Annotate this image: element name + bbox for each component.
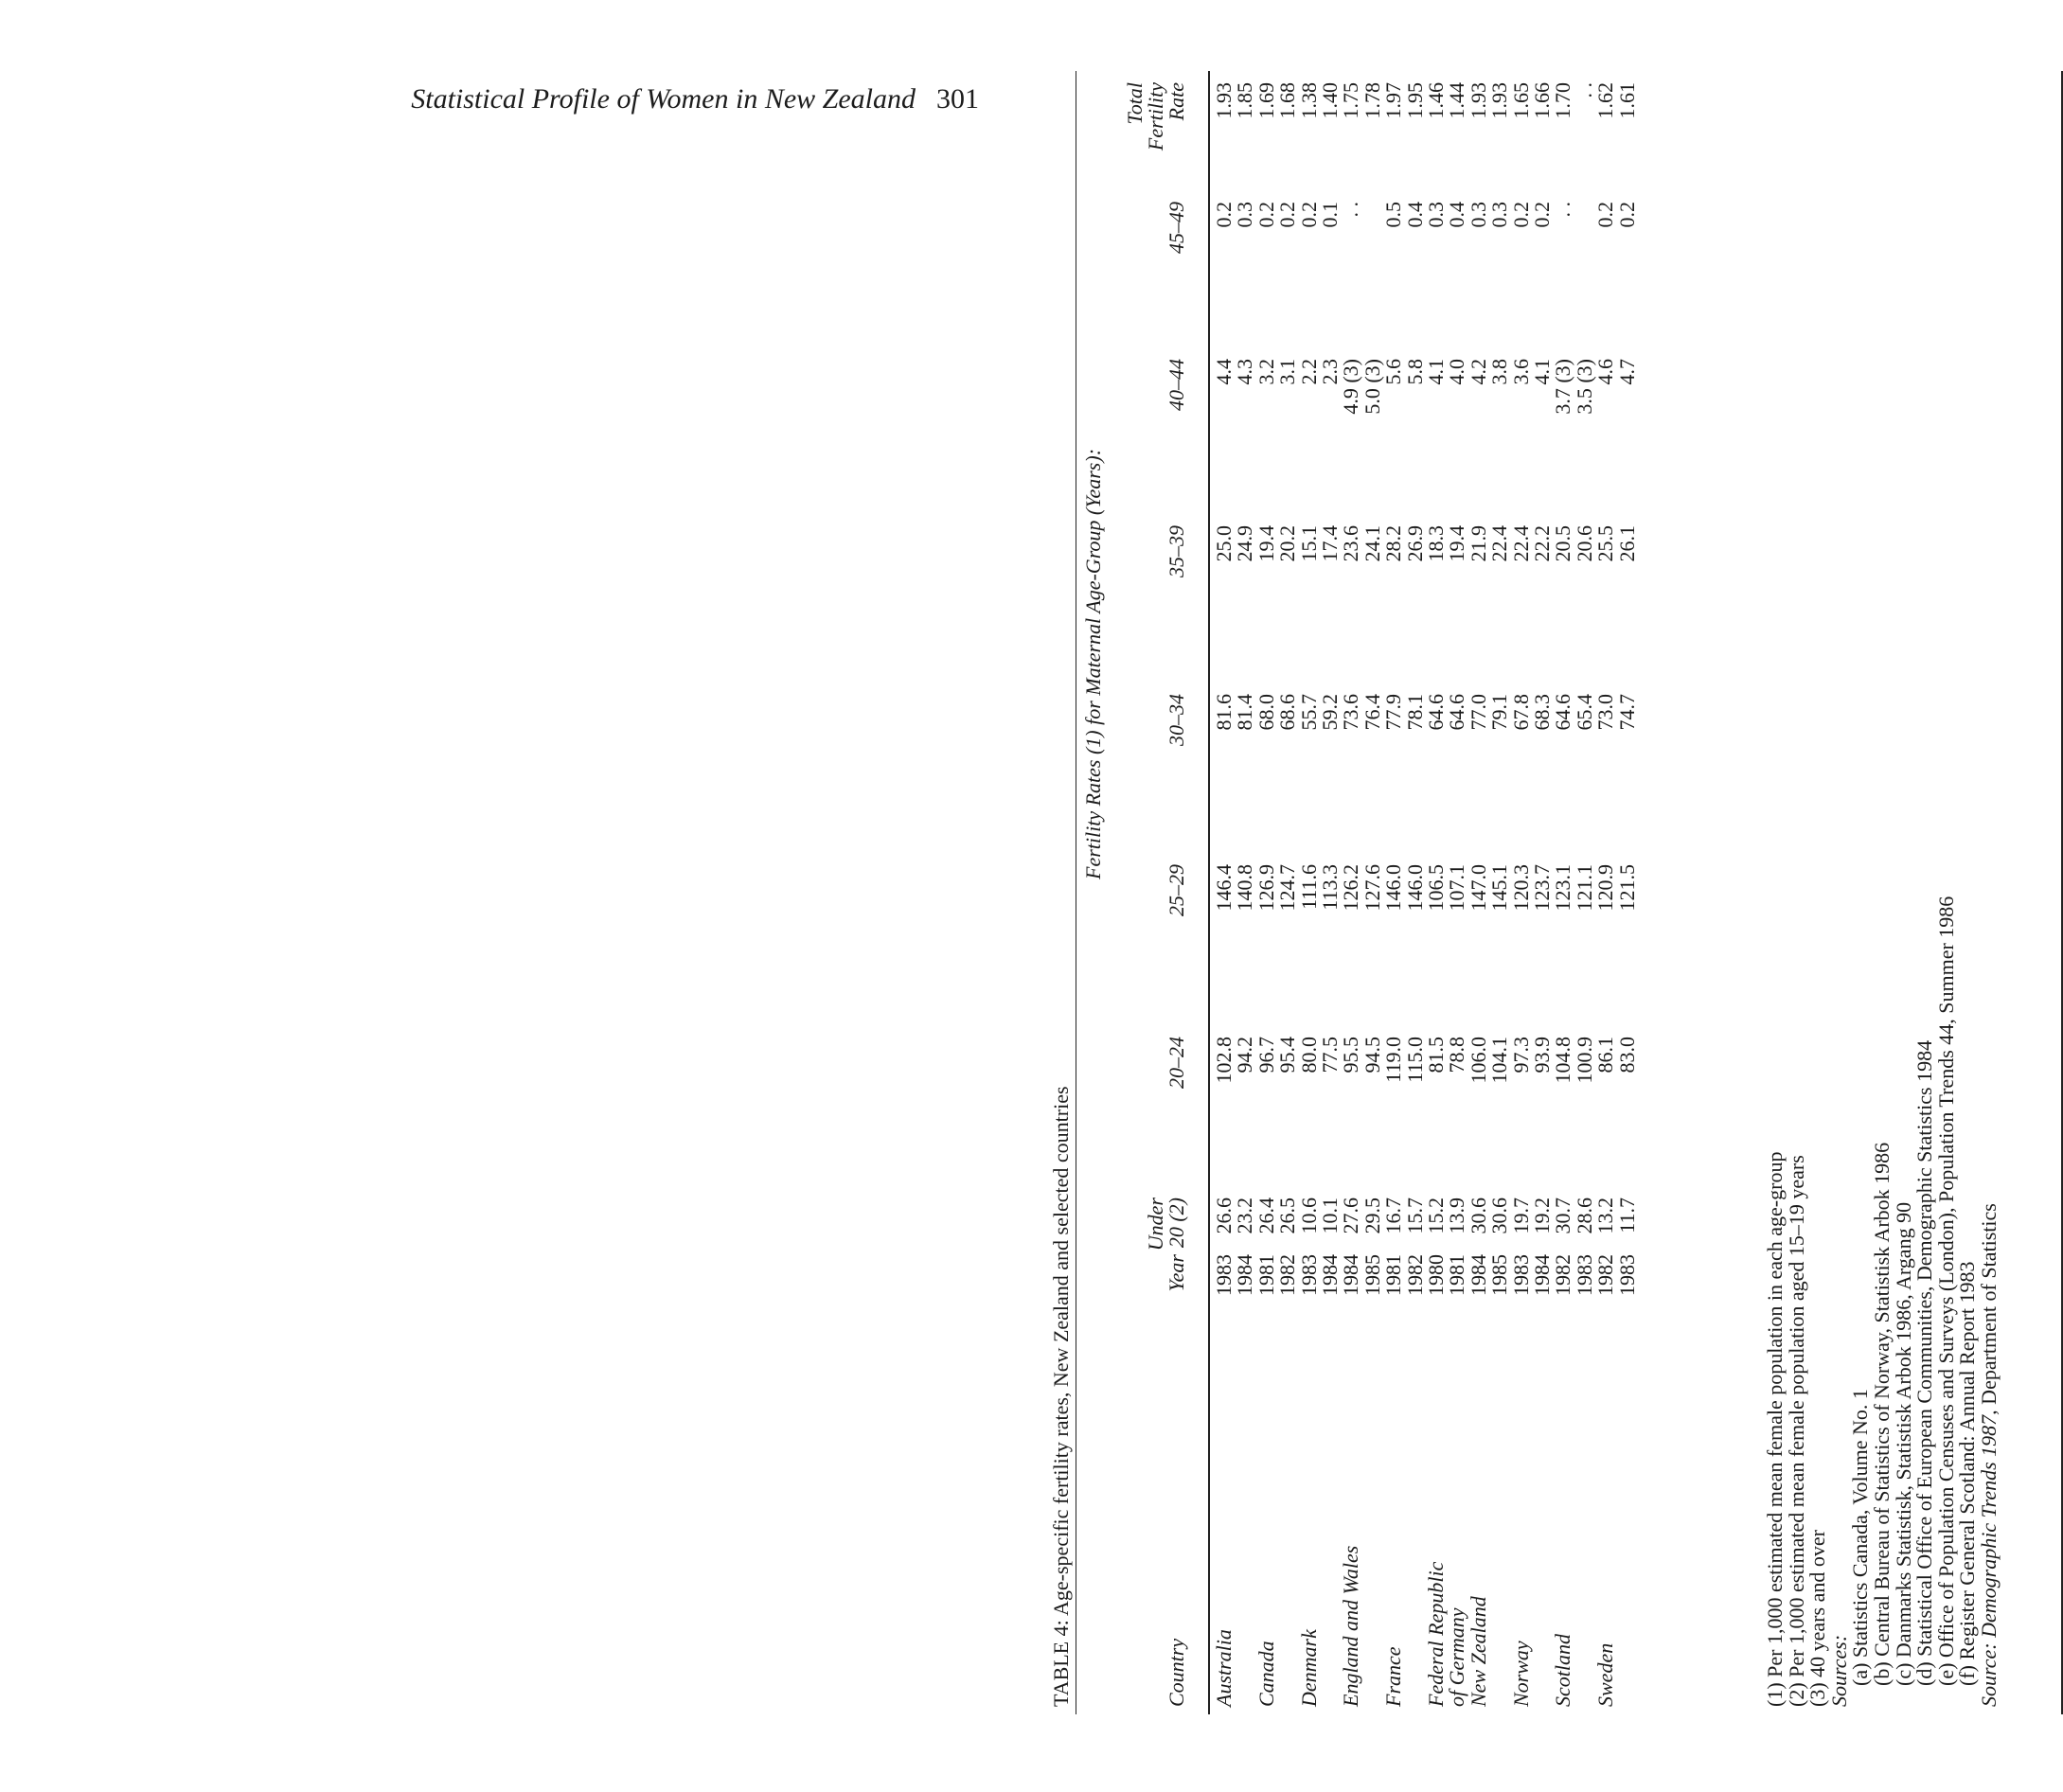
cell-a45: 0.3 xyxy=(1487,202,1512,228)
col-30-34: 30–34 xyxy=(1165,694,1188,746)
cell-year: 1984 xyxy=(1466,1254,1490,1296)
col-tfr-l2: Fertility xyxy=(1144,82,1167,151)
cell-a25: 107.1 xyxy=(1445,864,1469,912)
cell-tfr: 1.69 xyxy=(1254,82,1278,119)
cell-a40: 5.0 (3) xyxy=(1360,359,1384,415)
cell-a40: 3.7 (3) xyxy=(1551,359,1575,415)
source-department: Department of Statistics xyxy=(1976,1203,2001,1405)
cell-a40: 4.2 xyxy=(1466,359,1490,385)
col-tfr-l1: Total xyxy=(1123,82,1147,125)
cell-a40: 3.6 xyxy=(1508,359,1533,385)
cell-a20: 106.0 xyxy=(1466,1037,1490,1084)
cell-year: 1982 xyxy=(1275,1254,1300,1296)
cell-a45: 0.3 xyxy=(1424,202,1448,228)
cell-a45: 0.2 xyxy=(1254,202,1278,228)
cell-year: 1985 xyxy=(1487,1254,1512,1296)
cell-a20: 119.0 xyxy=(1381,1037,1406,1083)
cell-a30: 76.4 xyxy=(1360,694,1384,731)
page-number: 301 xyxy=(936,83,979,115)
cell-a35: 24.9 xyxy=(1233,525,1257,562)
cell-a35: 18.3 xyxy=(1424,525,1448,562)
cell-a30: 79.1 xyxy=(1487,694,1512,731)
col-under20-l2: 20 (2) xyxy=(1165,1198,1188,1249)
cell-a30: 64.6 xyxy=(1551,694,1575,731)
cell-a20: 104.1 xyxy=(1487,1037,1512,1084)
cell-a40: 5.8 xyxy=(1402,359,1427,385)
cell-a25: 147.0 xyxy=(1466,864,1490,912)
cell-u20: 27.6 xyxy=(1339,1198,1363,1234)
cell-country: Australia xyxy=(1212,1629,1236,1707)
cell-tfr: 1.93 xyxy=(1212,82,1236,119)
cell-a30: 55.7 xyxy=(1296,694,1321,731)
cell-u20: 19.2 xyxy=(1530,1198,1554,1234)
cell-country: Norway xyxy=(1508,1641,1533,1707)
cell-year: 1983 xyxy=(1572,1254,1596,1296)
cell-a30: 59.2 xyxy=(1318,694,1342,731)
cell-a20: 104.8 xyxy=(1551,1037,1575,1084)
col-20-24: 20–24 xyxy=(1165,1037,1188,1089)
cell-a45: 0.3 xyxy=(1466,202,1490,228)
cell-a35: 20.6 xyxy=(1572,525,1596,562)
cell-a30: 64.6 xyxy=(1424,694,1448,731)
cell-a35: 25.0 xyxy=(1212,525,1236,562)
note-2: (2) Per 1,000 estimated mean female population aged 15–19 years xyxy=(1784,1155,1808,1707)
col-tfr-l3: Rate xyxy=(1165,82,1188,121)
cell-a35: 26.9 xyxy=(1402,525,1427,562)
cell-country: Canada xyxy=(1254,1641,1278,1707)
running-title: Statistical Profile of Women in New Zealand xyxy=(411,83,916,115)
cell-a40: 4.1 xyxy=(1530,359,1554,385)
cell-u20: 26.6 xyxy=(1212,1198,1236,1234)
cell-a35: 19.4 xyxy=(1254,525,1278,562)
cell-tfr: 1.66 xyxy=(1530,82,1554,119)
cell-a35: 17.4 xyxy=(1318,525,1342,562)
cell-country: New Zealand xyxy=(1466,1596,1490,1707)
cell-a45: 0.2 xyxy=(1212,202,1236,228)
note-1: (1) Per 1,000 estimated mean female population in each age-group xyxy=(1763,1151,1787,1707)
cell-year: 1981 xyxy=(1445,1254,1469,1296)
cell-a35: 15.1 xyxy=(1296,525,1321,562)
cell-u20: 28.6 xyxy=(1572,1198,1596,1234)
cell-u20: 26.4 xyxy=(1254,1198,1278,1234)
cell-a25: 113.3 xyxy=(1318,864,1342,911)
cell-a20: 100.9 xyxy=(1572,1037,1596,1084)
cell-tfr: 1.68 xyxy=(1275,82,1300,119)
cell-a20: 97.3 xyxy=(1508,1037,1533,1073)
cell-u20: 19.7 xyxy=(1508,1198,1533,1234)
cell-a40: 4.6 xyxy=(1593,359,1618,385)
cell-a45: 0.4 xyxy=(1402,202,1427,228)
cell-year: 1985 xyxy=(1360,1254,1384,1296)
cell-a20: 102.8 xyxy=(1212,1037,1236,1084)
cell-a30: 67.8 xyxy=(1508,694,1533,731)
cell-year: 1984 xyxy=(1339,1254,1363,1296)
cell-a25: 111.6 xyxy=(1296,864,1321,910)
source-b: (b) Central Bureau of Statistics of Norway, Statistisk Arbok 1986 xyxy=(1869,1142,1894,1686)
cell-a35: 24.1 xyxy=(1360,525,1384,562)
cell-tfr: 1.38 xyxy=(1296,82,1321,119)
table-notes xyxy=(1765,476,2001,1707)
cell-year: 1983 xyxy=(1508,1254,1533,1296)
cell-a25: 121.5 xyxy=(1614,864,1639,912)
source-label: Source: xyxy=(1976,1642,2001,1707)
cell-a25: 124.7 xyxy=(1275,864,1300,912)
cell-a20: 95.5 xyxy=(1339,1037,1363,1073)
source-line xyxy=(1976,476,2001,1707)
cell-a20: 95.4 xyxy=(1275,1037,1300,1073)
cell-a35: 28.2 xyxy=(1381,525,1406,562)
col-40-44: 40–44 xyxy=(1165,359,1188,411)
cell-a25: 126.2 xyxy=(1339,864,1363,912)
cell-a30: 73.0 xyxy=(1593,694,1618,731)
cell-a45: . . xyxy=(1551,202,1575,218)
cell-a30: 68.0 xyxy=(1254,694,1278,731)
cell-a30: 64.6 xyxy=(1445,694,1469,731)
col-year: Year xyxy=(1165,1254,1188,1292)
group-heading: Fertility Rates (1) for Maternal Age-Group (Years): xyxy=(1081,448,1105,879)
source-e: (e) Office of Population Censuses and Surveys (London), Population Trends 44, Summer 1986 xyxy=(1933,896,1958,1686)
cell-a20: 93.9 xyxy=(1530,1037,1554,1073)
cell-a45: 0.4 xyxy=(1445,202,1469,228)
cell-a30: 65.4 xyxy=(1572,694,1596,731)
cell-a35: 20.2 xyxy=(1275,525,1300,562)
cell-a40: 4.4 xyxy=(1212,359,1236,385)
cell-a45: 0.2 xyxy=(1530,202,1554,228)
cell-a40: 3.5 (3) xyxy=(1572,359,1596,415)
source-f: (f) Register General Scotland: Annual Report 1983 xyxy=(1955,1261,1980,1686)
cell-year: 1983 xyxy=(1212,1254,1236,1296)
cell-a35: 23.6 xyxy=(1339,525,1363,562)
cell-a45: . . xyxy=(1339,202,1363,218)
cell-a25: 120.3 xyxy=(1508,864,1533,912)
cell-a35: 20.5 xyxy=(1551,525,1575,562)
cell-a25: 146.4 xyxy=(1212,864,1236,912)
cell-year: 1981 xyxy=(1254,1254,1278,1296)
cell-u20: 15.7 xyxy=(1402,1198,1427,1234)
cell-a20: 94.5 xyxy=(1360,1037,1384,1073)
source-a: (a) Statistics Canada, Volume No. 1 xyxy=(1848,1389,1873,1686)
cell-a40: 2.3 xyxy=(1318,359,1342,385)
table-caption: TABLE 4: Age-specific fertility rates, New Zealand and selected countries xyxy=(1049,1086,1073,1707)
cell-country: England and Wales xyxy=(1339,1545,1363,1707)
cell-a25: 121.1 xyxy=(1572,864,1596,912)
cell-a45: 0.5 xyxy=(1381,202,1406,228)
sources-label: Sources: xyxy=(1826,1634,1851,1707)
cell-a40: 4.0 xyxy=(1445,359,1469,385)
cell-u20: 10.1 xyxy=(1318,1198,1342,1234)
cell-u20: 13.9 xyxy=(1445,1198,1469,1234)
source-d: (d) Statistical Office of European Communities, Demographic Statistics 1984 xyxy=(1912,1039,1937,1686)
cell-year: 1982 xyxy=(1402,1254,1427,1296)
cell-a40: 3.8 xyxy=(1487,359,1512,385)
cell-year: 1982 xyxy=(1593,1254,1618,1296)
cell-u20: 30.6 xyxy=(1487,1198,1512,1234)
cell-a40: 4.7 xyxy=(1614,359,1639,385)
cell-tfr: 1.61 xyxy=(1614,82,1639,119)
source-publication: Demographic Trends 1987, xyxy=(1976,1410,2001,1638)
cell-a30: 81.4 xyxy=(1233,694,1257,731)
cell-tfr: 1.70 xyxy=(1551,82,1575,119)
cell-a30: 78.1 xyxy=(1402,694,1427,731)
cell-tfr: 1.85 xyxy=(1233,82,1257,119)
cell-a20: 83.0 xyxy=(1614,1037,1639,1073)
cell-a30: 81.6 xyxy=(1212,694,1236,731)
cell-year: 1981 xyxy=(1381,1254,1406,1296)
cell-u20: 29.5 xyxy=(1360,1198,1384,1234)
cell-u20: 10.6 xyxy=(1296,1198,1321,1234)
cell-u20: 30.7 xyxy=(1551,1198,1575,1234)
cell-country: of Germany xyxy=(1445,1607,1469,1707)
cell-year: 1984 xyxy=(1233,1254,1257,1296)
cell-country: Federal Republic xyxy=(1424,1561,1448,1707)
col-under20-l1: Under xyxy=(1144,1198,1167,1251)
cell-a20: 86.1 xyxy=(1593,1037,1618,1073)
cell-a35: 26.1 xyxy=(1614,525,1639,562)
cell-country: France xyxy=(1381,1646,1406,1707)
cell-a35: 21.9 xyxy=(1466,525,1490,562)
cell-year: 1983 xyxy=(1614,1254,1639,1296)
cell-a20: 78.8 xyxy=(1445,1037,1469,1073)
cell-a25: 146.0 xyxy=(1402,864,1427,912)
cell-a30: 68.3 xyxy=(1530,694,1554,731)
cell-a20: 96.7 xyxy=(1254,1037,1278,1073)
cell-tfr: 1.78 xyxy=(1360,82,1384,119)
cell-country: Denmark xyxy=(1296,1629,1321,1707)
cell-tfr: 1.93 xyxy=(1466,82,1490,119)
cell-a25: 127.6 xyxy=(1360,864,1384,912)
col-25-29: 25–29 xyxy=(1165,864,1188,916)
cell-year: 1980 xyxy=(1424,1254,1448,1296)
cell-tfr: 1.93 xyxy=(1487,82,1512,119)
cell-a25: 106.5 xyxy=(1424,864,1448,912)
cell-year: 1984 xyxy=(1530,1254,1554,1296)
cell-a30: 68.6 xyxy=(1275,694,1300,731)
cell-u20: 11.7 xyxy=(1614,1198,1639,1233)
cell-year: 1982 xyxy=(1551,1254,1575,1296)
cell-a25: 140.8 xyxy=(1233,864,1257,912)
rule-header xyxy=(1208,71,1210,1714)
cell-u20: 26.5 xyxy=(1275,1198,1300,1234)
cell-tfr: 1.46 xyxy=(1424,82,1448,119)
cell-u20: 13.2 xyxy=(1593,1198,1618,1234)
cell-a40: 3.2 xyxy=(1254,359,1278,385)
cell-a25: 120.9 xyxy=(1593,864,1618,912)
cell-tfr: 1.40 xyxy=(1318,82,1342,119)
cell-a40: 3.1 xyxy=(1275,359,1300,385)
cell-a25: 123.1 xyxy=(1551,864,1575,912)
col-35-39: 35–39 xyxy=(1165,525,1188,577)
cell-a45: 0.2 xyxy=(1593,202,1618,228)
cell-a45: 0.2 xyxy=(1296,202,1321,228)
cell-a20: 80.0 xyxy=(1296,1037,1321,1073)
cell-country: Sweden xyxy=(1593,1642,1618,1707)
cell-year: 1984 xyxy=(1318,1254,1342,1296)
cell-a35: 22.4 xyxy=(1508,525,1533,562)
cell-tfr: 1.95 xyxy=(1402,82,1427,119)
cell-country: Scotland xyxy=(1551,1634,1575,1707)
cell-a30: 73.6 xyxy=(1339,694,1363,731)
cell-year: 1983 xyxy=(1296,1254,1321,1296)
cell-a40: 5.6 xyxy=(1381,359,1406,385)
running-header xyxy=(0,83,979,115)
cell-a30: 74.7 xyxy=(1614,694,1639,731)
cell-a45: 0.2 xyxy=(1614,202,1639,228)
cell-a45: 0.1 xyxy=(1318,202,1342,228)
cell-tfr: . . xyxy=(1572,82,1596,98)
cell-tfr: 1.97 xyxy=(1381,82,1406,119)
cell-a40: 4.9 (3) xyxy=(1339,359,1363,415)
rotated-table-block xyxy=(1045,71,2039,1714)
cell-a35: 22.4 xyxy=(1487,525,1512,562)
cell-u20: 23.2 xyxy=(1233,1198,1257,1234)
cell-tfr: 1.62 xyxy=(1593,82,1618,119)
cell-a35: 22.2 xyxy=(1530,525,1554,562)
cell-a30: 77.9 xyxy=(1381,694,1406,731)
cell-a25: 146.0 xyxy=(1381,864,1406,912)
cell-a35: 19.4 xyxy=(1445,525,1469,562)
cell-a40: 4.3 xyxy=(1233,359,1257,385)
note-3: (3) 40 years and over xyxy=(1805,1530,1830,1707)
cell-a30: 77.0 xyxy=(1466,694,1490,731)
cell-a45: 0.2 xyxy=(1508,202,1533,228)
cell-a20: 77.5 xyxy=(1318,1037,1342,1073)
cell-a20: 115.0 xyxy=(1402,1037,1427,1083)
cell-a20: 81.5 xyxy=(1424,1037,1448,1073)
cell-u20: 30.6 xyxy=(1466,1198,1490,1234)
col-45-49: 45–49 xyxy=(1165,202,1188,254)
cell-a25: 123.7 xyxy=(1530,864,1554,912)
cell-u20: 16.7 xyxy=(1381,1198,1406,1234)
cell-tfr: 1.65 xyxy=(1508,82,1533,119)
col-country: Country xyxy=(1165,1638,1188,1707)
cell-a25: 126.9 xyxy=(1254,864,1278,912)
cell-tfr: 1.75 xyxy=(1339,82,1363,119)
cell-a40: 2.2 xyxy=(1296,359,1321,385)
cell-a35: 25.5 xyxy=(1593,525,1618,562)
cell-a45: 0.2 xyxy=(1275,202,1300,228)
source-c: (c) Danmarks Statistisk, Statistisk Arbok 1986, Argang 90 xyxy=(1891,1201,1915,1686)
cell-u20: 15.2 xyxy=(1424,1198,1448,1234)
cell-a25: 145.1 xyxy=(1487,864,1512,912)
cell-tfr: 1.44 xyxy=(1445,82,1469,119)
cell-a20: 94.2 xyxy=(1233,1037,1257,1073)
cell-a40: 4.1 xyxy=(1424,359,1448,385)
cell-a45: 0.3 xyxy=(1233,202,1257,228)
